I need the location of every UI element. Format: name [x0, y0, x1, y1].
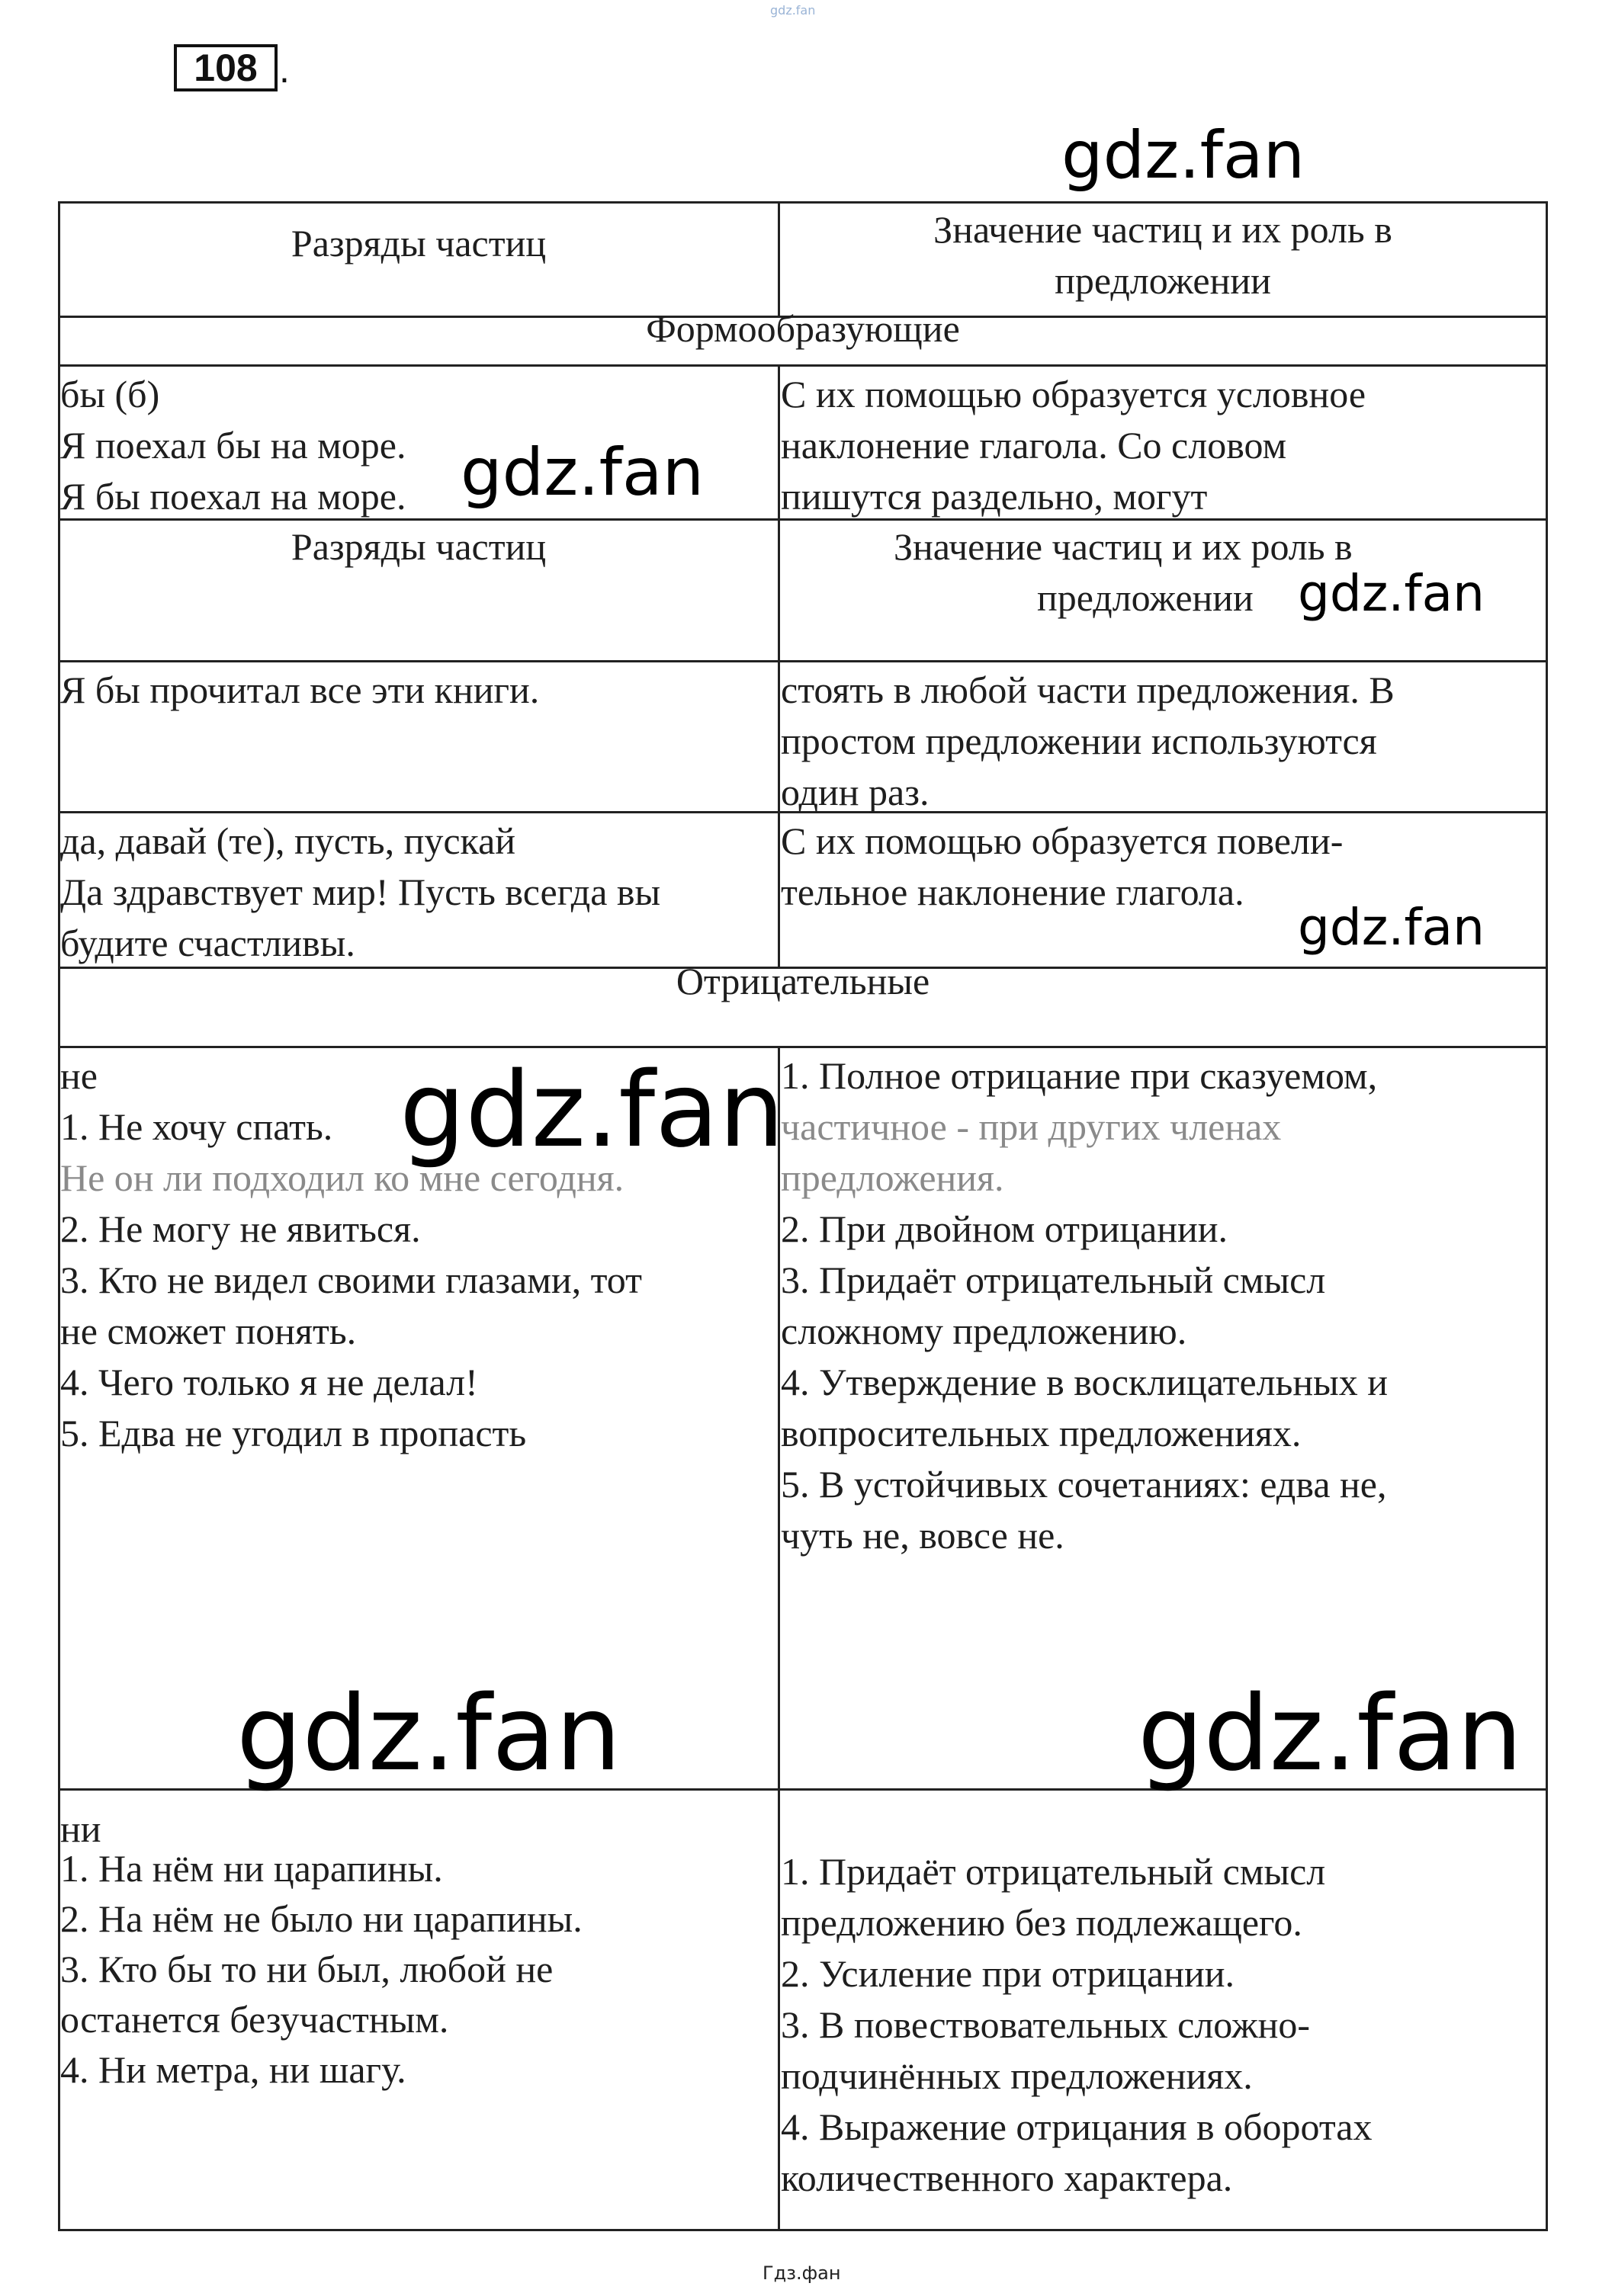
particle-line: не [60, 1054, 98, 1097]
section-title-formative: Формообразующие [646, 307, 960, 350]
example-line: 2. Не могу не явиться. [60, 1207, 421, 1250]
example-line: Я бы поехал на море. [60, 475, 406, 518]
watermark-text: gdz.fan [400, 1050, 785, 1171]
meaning-line: частичное - при других членах [781, 1105, 1282, 1148]
row-by-cont-meaning [781, 665, 1545, 818]
header-col-meaning-line: предложении [1055, 259, 1271, 302]
watermark-text: gdz.fan [1138, 1674, 1523, 1794]
meaning-line: сложному предложению. [781, 1310, 1187, 1352]
task-number-box: 108 [174, 44, 278, 91]
table-border-bottom [58, 2229, 1548, 2231]
example-line: будите счастливы. [60, 922, 355, 964]
meaning-line: 3. Придаёт отрицательный смысл [781, 1259, 1326, 1301]
meaning-line: 1. Полное отрицание при сказуемом, [781, 1054, 1378, 1097]
table-rule [58, 660, 1548, 662]
meaning-line: чуть не, вовсе не. [781, 1514, 1064, 1557]
meaning-line: простом предложении используются [781, 720, 1377, 762]
table-border-top [58, 201, 1548, 204]
header-col-category: Разряды частиц [291, 222, 547, 265]
site-caption-bottom: Гдз.фан [763, 2262, 841, 2284]
meaning-line: один раз. [781, 771, 930, 813]
meaning-line: предложения. [781, 1156, 1004, 1199]
watermark-text: gdz.fan [236, 1674, 621, 1794]
example-line: Я бы прочитал все эти книги. [60, 669, 540, 711]
meaning-line: пишутся раздельно, могут [781, 475, 1208, 518]
example-line: не сможет понять. [60, 1310, 357, 1352]
meaning-line: количественного характера. [781, 2157, 1233, 2199]
meaning-line: наклонение глагола. Со словом [781, 424, 1287, 467]
meaning-line: С их помощью образуется повели- [781, 819, 1344, 862]
header-col-meaning [781, 204, 1545, 306]
row-da-particles [60, 816, 777, 969]
meaning-line: вопросительных предложениях. [781, 1412, 1302, 1454]
example-line: 4. Чего только я не делал! [60, 1361, 478, 1403]
header-col-meaning-line: Значение частиц и их роль в [933, 208, 1392, 251]
example-line: Я поехал бы на море. [60, 424, 406, 467]
meaning-line: 1. Придаёт отрицательный смысл [781, 1850, 1326, 1893]
meaning-line: С их помощью образуется условное [781, 373, 1366, 415]
meaning-line: 2. При двойном отрицании. [781, 1207, 1228, 1250]
row-ne-meaning [781, 1050, 1545, 1561]
table-column-divider [778, 1046, 780, 2231]
example-line: 3. Кто не видел своими глазами, тот [60, 1259, 642, 1301]
example-line: Да здравствует мир! Пусть всегда вы [60, 871, 661, 913]
table-rule [58, 1046, 1548, 1048]
example-line: Не он ли подходил ко мне сегодня. [60, 1156, 625, 1199]
section-title-negative: Отрицательные [676, 960, 930, 1002]
meaning-line: 4. Выражение отрицания в оборотах [781, 2105, 1373, 2148]
meaning-line: 3. В повествовательных сложно- [781, 2003, 1311, 2046]
task-number-dot: . [279, 48, 290, 91]
watermark-text: gdz.fan [1061, 117, 1305, 194]
repeat-header-line: предложении [1037, 576, 1254, 619]
site-caption-top: gdz.fan [770, 3, 816, 18]
table-border-right [1546, 201, 1548, 2231]
example-line: 1. На нём ни царапины. [60, 1847, 443, 1890]
repeat-header-line: Значение частиц и их роль в [894, 525, 1353, 568]
particle-line: бы (б) [60, 373, 160, 415]
table-column-divider [778, 364, 780, 968]
row-ni-examples [60, 1843, 777, 2095]
meaning-line: 2. Усиление при отрицании. [781, 1952, 1235, 1995]
example-line: 5. Едва не угодил в пропасть [60, 1412, 527, 1454]
row-ni-meaning [781, 1846, 1545, 2204]
example-line: 4. Ни метра, ни шагу. [60, 2048, 406, 2091]
example-line: 3. Кто бы то ни был, любой не [60, 1948, 554, 1990]
meaning-line: стоять в любой части предложения. В [781, 669, 1395, 711]
row-by-meaning [781, 369, 1545, 522]
meaning-line: 5. В устойчивых сочетаниях: едва не, [781, 1463, 1387, 1506]
repeat-header-col-category: Разряды частиц [291, 525, 547, 568]
watermark-text: gdz.fan [461, 435, 705, 511]
meaning-line: предложению без подлежащего. [781, 1901, 1302, 1944]
particle-line: да, давай (те), пусть, пускай [60, 819, 516, 862]
meaning-line: подчинённых предложениях. [781, 2054, 1253, 2097]
table-rule [58, 364, 1548, 367]
row-by-cont-example [60, 665, 777, 716]
example-line: 2. На нём не было ни царапины. [60, 1897, 583, 1940]
watermark-text: gdz.fan [1298, 898, 1485, 957]
meaning-line: тельное наклонение глагола. [781, 871, 1244, 913]
watermark-text: gdz.fan [1298, 564, 1485, 623]
example-line: останется безучастным. [60, 1998, 449, 2041]
example-line: 1. Не хочу спать. [60, 1105, 333, 1148]
meaning-line: 4. Утверждение в восклицательных и [781, 1361, 1389, 1403]
row-ni-title: ни [60, 1807, 101, 1850]
table-column-divider [778, 201, 780, 317]
